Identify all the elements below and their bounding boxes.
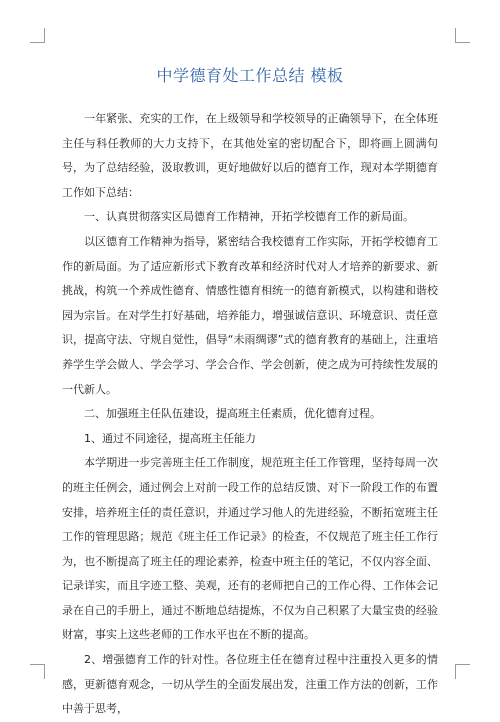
paragraph-section-1: 以区德育工作精神为指导，紧密结合我校德育工作实际，开拓学校德育工作的新局面。为了适应新形式下教育改革和经济时代对人才培养的新要求、新挑战，构筑一个养成性德育、情感性德育相统一的德育新模式，以构建和谐校园为宗旨。在对学生打好基础，培养能力，增强诚信意识、环境意识、责任意识，提高守法、守规自觉性，倡导“未雨绸谬”式的德育教育的基础上，注重培养学生学会做人、学会学习、学会合作、学会创新，使之成为可持续性发展的一代新人。 xyxy=(62,234,438,396)
paragraph-2-2: 2、增强德育工作的针对性。各位班主任在德育过程中注重投入更多的情感，更新德育观念，一切从学生的全面发展出发，注重工作方法的创新，工作中善于思考， xyxy=(62,653,438,716)
corner-mark-bottom-right xyxy=(455,664,470,679)
paragraph-intro: 一年紧张、充实的工作，在上级领导和学校领导的正确领导下，在全体班主任与科任教师的大力支持下，在其他处室的密切配合下，即将画上圆满句号，为了总结经验，汲取教训，更好地做好以后的德育工作，现对本学期德育工作如下总结： xyxy=(62,112,438,199)
corner-mark-bottom-left xyxy=(30,664,45,679)
document-body xyxy=(62,107,438,722)
subheading-2-1: 1、通过不同途径，提高班主任能力 xyxy=(84,431,256,445)
corner-mark-top-left xyxy=(30,28,45,43)
paragraph-2-1: 本学期进一步完善班主任工作制度，规范班主任工作管理，坚持每周一次的班主任例会，通过例会上对前一段工作的总结反馈、对下一阶段工作的布置安排，培养班主任的责任意识，并通过学习他人的先进经验，不断拓宽班主任工作的管理思路；规范《班主任工作记录》的检查，不仅规范了班主任工作行为，也不断提高了班主任的理论素养，检查中班主任的笔记，不仅内容全面、记录详实，而且字迹工整、美观，还有的老师把自己的工作心得、工作体会记录在自己的手册上，通过不断地总结提炼，不仅为自己积累了大量宝贵的经验财富，事实上这些老师的工作水平也在不断的提高。 xyxy=(62,456,438,642)
corner-mark-top-right xyxy=(455,28,470,43)
heading-section-1: 一、认真贯彻落实区局德育工作精神，开拓学校德育工作的新局面。 xyxy=(84,210,414,224)
heading-section-2: 二、加强班主任队伍建设，提高班主任素质，优化德育过程。 xyxy=(84,407,381,421)
document-title: 中学德育处工作总结 模板 xyxy=(156,66,344,85)
